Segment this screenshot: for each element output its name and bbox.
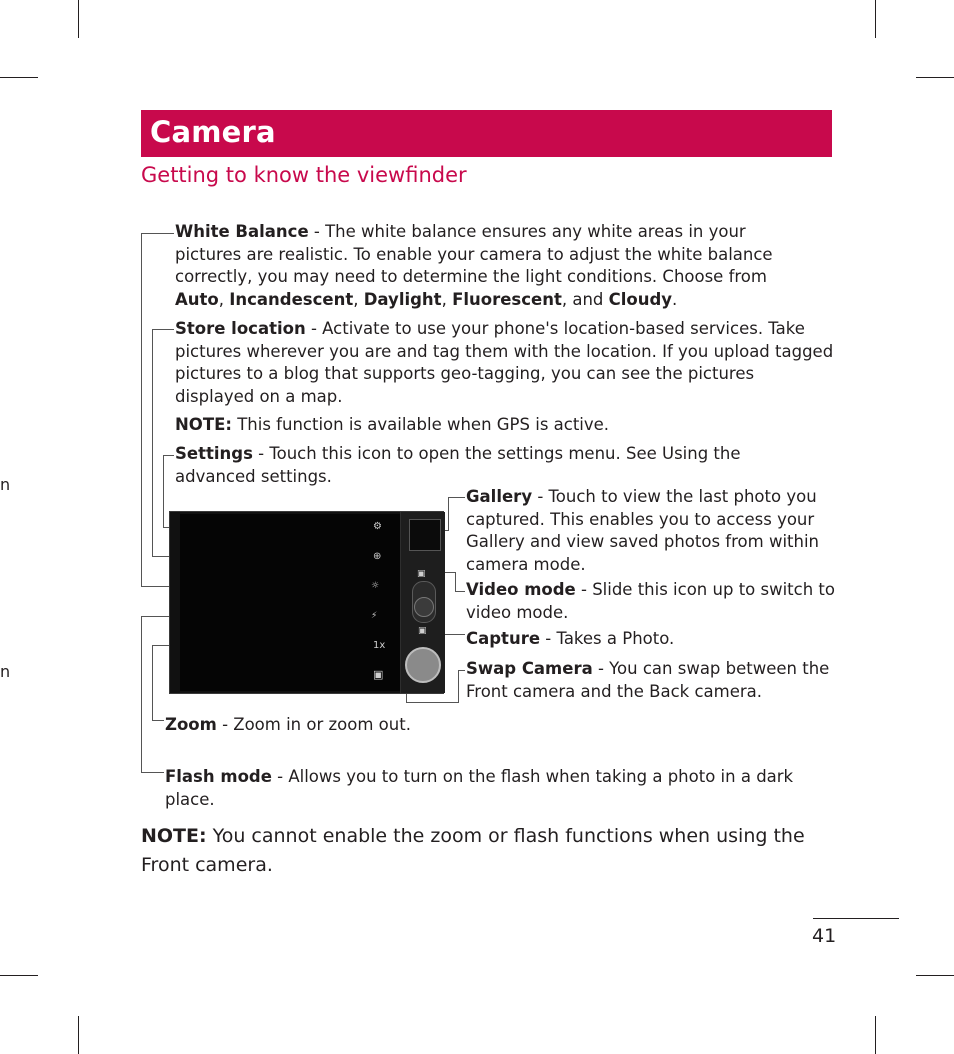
settings-text: - Touch this icon to open the settings menu. See Using the advanced settings. xyxy=(175,444,741,486)
store-location-note xyxy=(175,414,815,437)
period: . xyxy=(672,289,678,309)
footer-note-text: You cannot enable the zoom or flash functions when using the Front camera. xyxy=(141,825,805,876)
crop-mark xyxy=(0,975,38,976)
crop-mark xyxy=(875,1016,876,1054)
swap-camera-text: - You can swap between the Front camera and the Back camera. xyxy=(466,659,830,701)
store-location-icon[interactable]: ⊕ xyxy=(373,551,382,562)
settings-label: Settings xyxy=(175,444,253,463)
leader-line xyxy=(152,645,153,720)
leader-line xyxy=(455,572,456,591)
flash-mode-icon[interactable]: ⚡ xyxy=(371,611,378,621)
video-mode-text: - Slide this icon up to switch to video mode. xyxy=(466,580,835,622)
white-balance-text: - The white balance ensures any white areas in your pictures are realistic. To enable your camera to adjust the white balance correctly, you may need to determine the light conditions. Choose from xyxy=(175,222,773,286)
video-mode-slider[interactable] xyxy=(412,581,436,623)
flash-mode-text: - Allows you to turn on the flash when taking a photo in a dark place. xyxy=(165,767,794,809)
note-label: NOTE: xyxy=(175,415,232,434)
gallery-text: - Touch to view the last photo you captured. This enables you to access your Gallery and view saved photos from within camera mode. xyxy=(466,487,820,574)
photo-camera-icon: ▣ xyxy=(418,626,427,636)
leader-line xyxy=(458,670,459,703)
capture-label: Capture xyxy=(466,629,541,648)
video-mode-label: Video mode xyxy=(466,580,576,599)
leader-line xyxy=(163,455,164,527)
zoom-description xyxy=(165,714,805,737)
leader-line xyxy=(406,702,458,703)
crop-mark xyxy=(78,0,79,38)
section-subtitle: Getting to know the viewfinder xyxy=(141,163,467,187)
store-location-description xyxy=(175,318,835,408)
slider-knob[interactable] xyxy=(414,597,434,617)
footer-note xyxy=(141,822,831,880)
option-incandescent: Incandescent xyxy=(229,289,354,309)
swap-camera-icon[interactable]: ▣ xyxy=(373,668,384,681)
page-title: Camera xyxy=(150,115,276,149)
leader-line xyxy=(448,497,465,498)
separator: , and xyxy=(561,289,609,309)
separator: , xyxy=(441,289,453,309)
crop-mark xyxy=(875,0,876,38)
leader-line xyxy=(458,670,465,671)
leader-line xyxy=(152,720,164,721)
white-balance-icon[interactable]: ☼ xyxy=(371,581,380,591)
viewfinder-preview xyxy=(180,514,433,691)
leader-line xyxy=(141,233,142,586)
leader-line xyxy=(163,455,174,456)
option-cloudy: Cloudy xyxy=(608,289,673,309)
store-location-label: Store location xyxy=(175,319,306,338)
video-mode-description xyxy=(466,579,838,624)
settings-icon[interactable]: ⚙ xyxy=(373,521,382,532)
leader-line xyxy=(152,329,174,330)
capture-text: - Takes a Photo. xyxy=(540,629,675,648)
leader-line xyxy=(141,772,164,773)
leader-line xyxy=(152,329,153,556)
zoom-level[interactable]: 1x xyxy=(373,640,386,651)
leader-line xyxy=(141,233,174,234)
option-daylight: Daylight xyxy=(363,289,442,309)
leader-line xyxy=(406,694,407,702)
flash-mode-description xyxy=(165,766,835,811)
white-balance-description xyxy=(175,221,815,311)
crop-mark xyxy=(78,1016,79,1054)
page-number-rule xyxy=(813,918,899,919)
store-location-text: - Activate to use your phone's location-based services. Take pictures wherever you are and tag them with the location. If you upload tagged pictures to a blog that supports geo-tagging, you can see the pictures displayed on a map. xyxy=(175,319,834,406)
footer-note-label: NOTE: xyxy=(141,825,207,847)
option-fluorescent: Fluorescent xyxy=(452,289,562,309)
capture-button[interactable] xyxy=(405,647,441,683)
edge-fragment: n xyxy=(0,475,11,494)
swap-camera-description xyxy=(466,658,838,703)
gallery-label: Gallery xyxy=(466,487,533,506)
separator: , xyxy=(218,289,230,309)
crop-mark xyxy=(916,77,954,78)
zoom-label: Zoom xyxy=(165,715,217,734)
leader-line xyxy=(141,616,142,772)
swap-camera-label: Swap Camera xyxy=(466,659,593,678)
leader-line xyxy=(448,497,449,531)
page-number: 41 xyxy=(812,925,837,947)
crop-mark xyxy=(916,975,954,976)
white-balance-label: White Balance xyxy=(175,222,309,241)
capture-description xyxy=(466,628,838,651)
video-camera-icon: ▣ xyxy=(417,569,426,579)
gallery-thumbnail[interactable] xyxy=(409,519,441,551)
edge-fragment: n xyxy=(0,662,11,681)
camera-viewfinder xyxy=(169,511,444,694)
gallery-description xyxy=(466,486,838,576)
settings-description xyxy=(175,443,815,488)
note-text: This function is available when GPS is active. xyxy=(231,415,610,434)
crop-mark xyxy=(0,77,38,78)
zoom-text: - Zoom in or zoom out. xyxy=(216,715,411,734)
option-auto: Auto xyxy=(175,289,219,309)
section-title-bar xyxy=(141,110,832,157)
camera-control-panel xyxy=(400,512,445,693)
flash-mode-label: Flash mode xyxy=(165,767,272,786)
separator: , xyxy=(353,289,364,309)
leader-line xyxy=(455,591,465,592)
